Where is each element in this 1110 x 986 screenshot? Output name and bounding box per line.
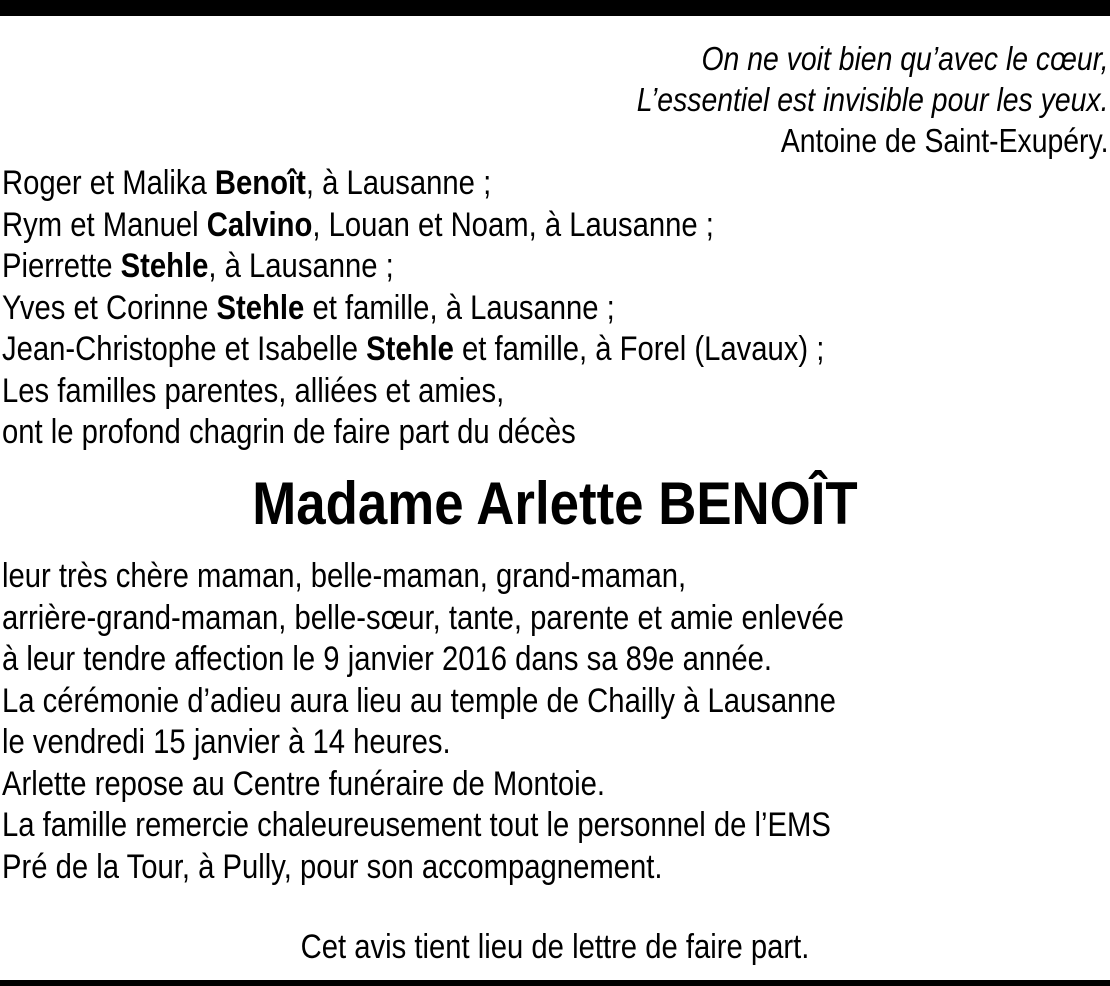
family-names: Jean-Christophe et Isabelle [2, 330, 367, 368]
body-line: Pré de la Tour, à Pully, pour son accompagnement. [2, 847, 663, 886]
family-line [2, 205, 824, 247]
family-line [2, 246, 824, 288]
family-names: Roger et Malika [2, 164, 215, 202]
family-surname: Benoît [214, 164, 306, 202]
deceased-name-heading: Madame Arlette BENOÎT [252, 470, 858, 537]
family-surname: Calvino [206, 205, 313, 244]
quote-line-1: On ne voit bien qu’avec le cœur, [701, 40, 1108, 77]
family-line [2, 329, 824, 371]
quote-author: Antoine de Saint-Exupéry. [780, 122, 1108, 159]
family-surname: Stehle [366, 330, 454, 368]
body-line: Arlette repose au Centre funéraire de Montoie. [2, 764, 606, 803]
family-location: et famille, à Forel (Lavaux) ; [453, 330, 825, 368]
epigraph-quote [636, 38, 1108, 161]
body-line: le vendredi 15 janvier à 14 heures. [2, 723, 451, 761]
bottom-border-rule [0, 980, 1110, 986]
obituary-body [2, 556, 844, 888]
family-location: , à Lausanne ; [208, 247, 394, 285]
family-tail-line: ont le profond chagrin de faire part du décès [2, 413, 576, 451]
footer-notice: Cet avis tient lieu de lettre de faire part. [300, 928, 810, 966]
family-names: Rym et Manuel [2, 205, 207, 244]
family-names: Pierrette [2, 247, 121, 285]
body-line: à leur tendre affection le 9 janvier 2016 dans sa 89e année. [2, 640, 773, 678]
family-line [2, 163, 824, 205]
family-location: et famille, à Lausanne ; [304, 288, 615, 327]
family-surname: Stehle [216, 288, 305, 327]
body-line: La famille remercie chaleureusement tout le personnel de l’EMS [2, 806, 831, 844]
family-location: , à Lausanne ; [305, 164, 492, 202]
family-surname: Stehle [120, 247, 209, 285]
family-names: Yves et Corinne [2, 288, 217, 327]
body-line: leur très chère maman, belle-maman, grand-maman, [2, 557, 687, 595]
body-line: arrière-grand-maman, belle-sœur, tante, parente et amie enlevée [2, 598, 844, 637]
family-location: , Louan et Noam, à Lausanne ; [312, 205, 714, 244]
body-line: La cérémonie d’adieu aura lieu au temple de Chailly à Lausanne [2, 681, 836, 720]
family-tail-line: Les familles parentes, alliées et amies, [2, 371, 505, 410]
quote-line-2: L’essentiel est invisible pour les yeux. [636, 81, 1108, 118]
top-border-rule [0, 0, 1110, 16]
family-list [2, 163, 824, 454]
family-line [2, 288, 824, 330]
